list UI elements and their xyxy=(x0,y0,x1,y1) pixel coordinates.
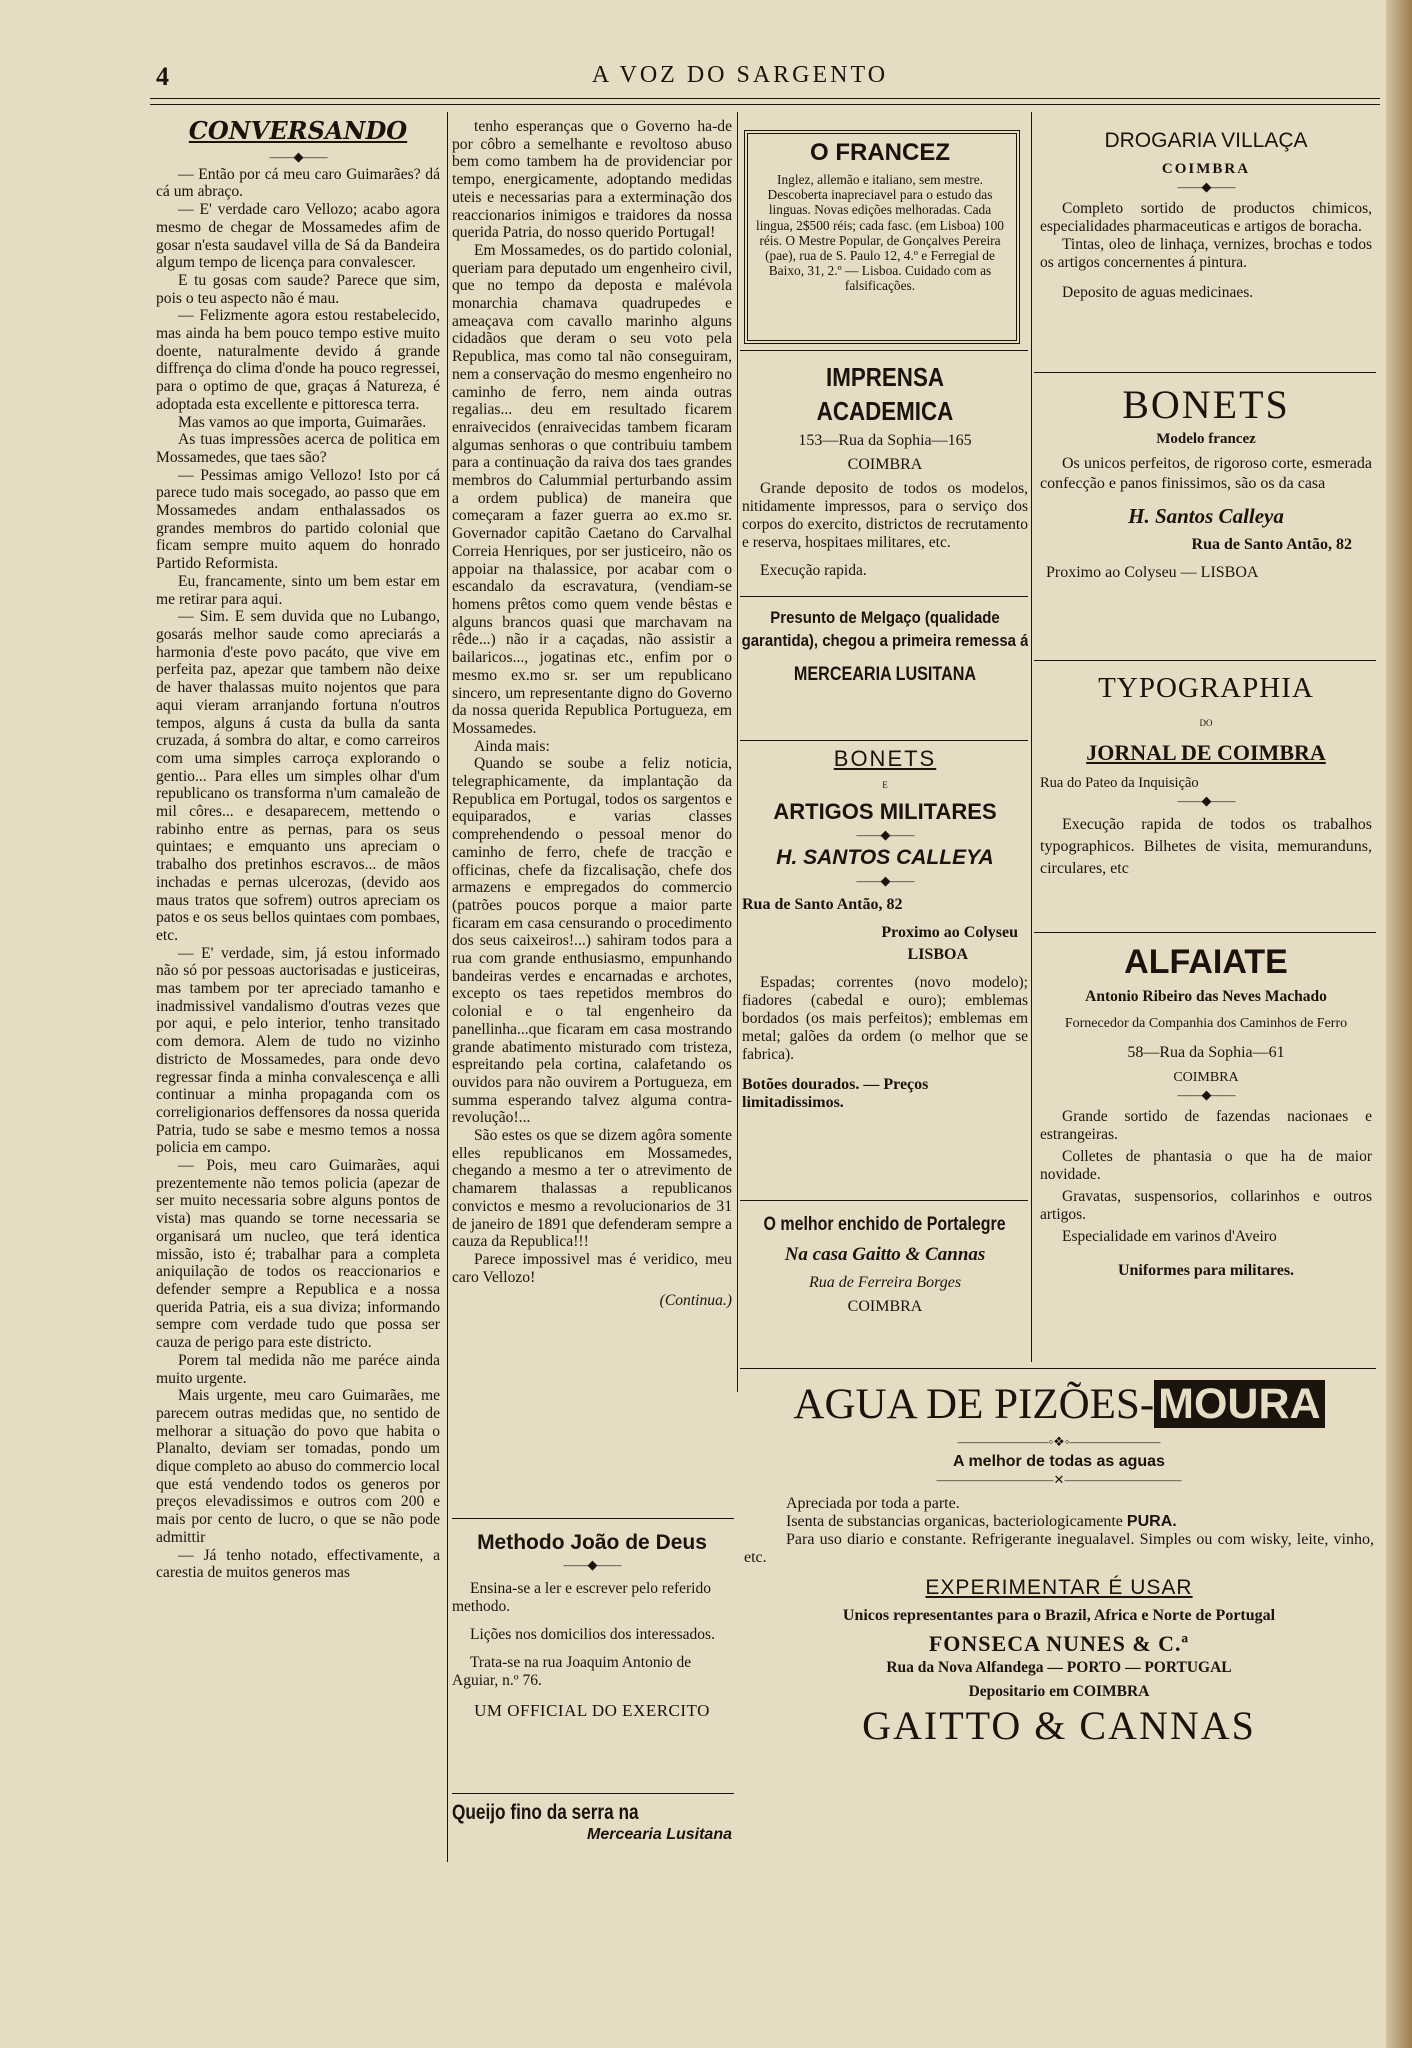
agua-depot-firm: GAITTO & CANNAS xyxy=(862,1703,1256,1748)
typographia-name: JORNAL DE COIMBRA xyxy=(1086,740,1326,765)
imprensa-note: Execução rapida. xyxy=(760,562,867,579)
bonets-footer: Botões dourados. — Preços limitadissimos. xyxy=(742,1076,929,1111)
agua-title: AGUA DE PIZÕES- xyxy=(793,1381,1155,1428)
agua-brand: MOURA xyxy=(1154,1380,1324,1428)
bonets2-title: BONETS xyxy=(1122,382,1290,427)
bonets2-firm: H. Santos Calleya xyxy=(1128,504,1284,528)
rule-enchido xyxy=(740,1200,1028,1201)
paragraph: Mais urgente, meu caro Guimarães, me parecem outras medidas que, no sentido de melhorar a situação do povo que habita o Planalto, deviam ser tomadas, pondo um dique completo ao abuso do commercio local que está vendendo todos os generos por preços elevadissimos e outros com 200 e mais por cento de lucro, o que se não pode admittir xyxy=(156,1387,440,1546)
page-edge xyxy=(1386,0,1412,2048)
agua-cta: EXPERIMENTAR É USAR xyxy=(925,1576,1193,1599)
alfaiate-text-2: Colletes de phantasia o que ha de maior novidade. xyxy=(1040,1148,1372,1183)
typographia-ad xyxy=(1040,668,1372,930)
paragraph: Eu, francamente, sinto um bem estar em me retirar para aqui. xyxy=(156,572,440,608)
bonets2-street: Rua de Santo Antão, 82 xyxy=(1191,536,1352,553)
paragraph: Ainda mais: xyxy=(474,737,550,755)
imprensa-title: IMPRENSA ACADEMICA xyxy=(816,362,954,426)
bonets2-text: Os unicos perfeitos, de rigoroso corte, esmerada confecção e panos finissimos, são os da casa xyxy=(1040,455,1372,492)
paragraph: — E' verdade caro Vellozo; acabo agora mesmo de chegar de Mossamedes afim de gosar n'esta saudavel villa de Sá da Bandeira algum tempo de licença para convalescer. xyxy=(156,201,440,272)
imprensa-text: Grande deposito de todos os modelos, nitidamente impressos, para o serviço dos corpos do exercito, districtos de recrutamento e reserva, hospitaes militares, etc. xyxy=(742,480,1028,551)
queijo-store: Mercearia Lusitana xyxy=(587,1826,732,1843)
agua-representatives: Unicos representantes para o Brazil, Africa e Norte de Portugal xyxy=(842,1607,1276,1624)
bonets-text: Espadas; correntes (novo modelo); fiadores (cabedal e ouro); emblemas bordados (os mais perfeitos); emblemas em metal; galões da ordem (o melhor que se fabrica). xyxy=(742,974,1028,1063)
conversando-text-1 xyxy=(156,166,440,1582)
typographia-street: Rua do Pateo da Inquisição xyxy=(1040,775,1199,791)
paragraph: E tu gosas com saude? Parece que sim, pois o teu aspecto não é mau. xyxy=(156,271,440,307)
drogaria-text-2: Tintas, oleo de linhaça, vernizes, brochas e todos os artigos concernentes á pintura. xyxy=(1040,236,1372,271)
metodo-text-2: Lições nos domicilios dos interessados. xyxy=(470,1626,715,1643)
conversando-column-2 xyxy=(452,118,732,1510)
bonets2-ad xyxy=(1040,380,1372,656)
queijo-title: Queijo fino da serra na xyxy=(452,1801,639,1824)
agua-ad xyxy=(744,1376,1374,1856)
agua-line-3: Para uso diario e constante. Refrigerante inegualavel. Simples ou com wisky, leite, vinho, etc. xyxy=(744,1531,1374,1566)
paragraph: — Já tenho notado, effectivamente, a carestia de muitos generos mas xyxy=(156,1546,440,1582)
paragraph: Mas vamos ao que importa, Guimarães. xyxy=(178,413,427,431)
drogaria-ad xyxy=(1040,128,1372,366)
alfaiate-text-4: Especialidade em varinos d'Aveiro xyxy=(1062,1228,1277,1245)
column-rule-1 xyxy=(447,112,448,1862)
paragraph: — Então por cá meu caro Guimarães? dá cá um abraço. xyxy=(156,165,440,201)
bonets-title: BONETS xyxy=(833,750,937,771)
ornament: ——◆—— xyxy=(269,148,327,164)
drogaria-title: DROGARIA VILLAÇA xyxy=(1104,129,1308,152)
agua-firm: FONSECA NUNES & C.ª xyxy=(928,1631,1190,1656)
metodo-text-1: Ensina-se a ler e escrever pelo referido methodo. xyxy=(452,1580,711,1615)
francez-text: Inglez, allemão e italiano, sem mestre. Descoberta inapreciavel para o estudo das linguas. Novas edições melhoradas. Cada lingua, 2$500 réis; cada fasc. (em Lisboa) 100 réis. O Mestre Popular, de Gonçalves Pereira (pae), rua de S. Paulo 12, 4.º e Ferregial de Baixo, 31, 2.º — Lisboa. Cuidado com as falsificações. xyxy=(755,172,1005,294)
ornament: ——◆—— xyxy=(856,827,914,842)
conversando-column-1 xyxy=(156,118,440,1860)
rule-typographia xyxy=(1034,660,1376,661)
francez-ad xyxy=(754,138,1006,330)
bonets2-subtitle: Modelo francez xyxy=(1156,431,1256,447)
alfaiate-text-1: Grande sortido de fazendas nacionaes e estrangeiras. xyxy=(1040,1108,1372,1143)
presunto-ad xyxy=(742,606,1028,734)
bonets-near: Proximo ao Colyseu xyxy=(881,924,1018,941)
paragraph: Quando se soube a feliz noticia, telegraphicamente, da implantação da Republica em Portugal, todos os sargentos e equiparados, e varias classes comprehendendo o pessoal menor do caminho de ferro, chefe de tracção e officinas, chefe da fizcalisação, chefe dos armazens e empregados do commercio (patrões poucos porque a maior parte ficaram em casa censurando o procedimento dos seus caixeiros!...) sahiram todos para a rua com grande enthusiasmo, empunhando bandeiras verdes e encarnadas e archotes, excepto os taes repetidos membros do colonial e o tal engenheiro da panellinha...que ficaram em casa mostrando grande abatimento misturado com tristeza, espreitando pela cortina, calafetando os ouvidos para não ouvirem a Portugueza, em summa esperando talvez alguma contra-revolução!... xyxy=(452,755,732,1127)
bonets-street: Rua de Santo Antão, 82 xyxy=(742,896,903,913)
rule-presunto xyxy=(740,596,1028,597)
bonets-firm: H. SANTOS CALLEYA xyxy=(776,846,994,869)
paragraph: Em Mossamedes, os do partido colonial, queriam para deputado um engenheiro civil, que no tempo da deposta e malévola monarchia chamava quadrupedes e ameaçava com cavallo marinho alguns cidadãos que deram o seu voto pela Republica, mas como tal não conseguiram, nem a conservação do mesmo engenheiro no caminho de ferro, nem ainda outras regalias... deu em resultado ficarem enraivecidos (enraivecidas tambem ficaram algumas senhoras o que contribuiu tambem para a continuação da raiva dos taes grandes membros do Calummial perturbando assim a ordem publica) de maneira que começaram a fazer guerra ao ex.mo sr. Governador capitão Caetano do Carvalhal Correia Henriques, por ser justiceiro, não os appoiar na thalassice, por acabar com o escandalo da escravatura, (vendiam-se homens prêtos como quem vende bêstas e alguns brancos quasi que marchavam na rêde...) não ir a caçadas, não assistir a bailaricos..., jogatinas etc., enfim por o mesmo ex.mo sr. ser um republicano sincero, um representante digno do Governo da nossa querida Republica Portugueza, em Mossamedes. xyxy=(452,241,732,737)
rule-queijo xyxy=(452,1793,734,1794)
alfaiate-supplier: Fornecedor da Companhia dos Caminhos de Ferro xyxy=(1064,1016,1348,1031)
enchido-shop: Na casa Gaitto & Cannas xyxy=(784,1244,986,1265)
bonets-conj: E xyxy=(882,780,888,790)
imprensa-ad xyxy=(742,360,1028,588)
continua-note: (Continua.) xyxy=(659,1292,732,1310)
ornament: ———————◦❖◦——————— xyxy=(957,1434,1161,1449)
conversando-title: CONVERSANDO xyxy=(188,118,408,145)
page-number: 4 xyxy=(156,62,169,91)
rule-bonets xyxy=(740,740,1028,741)
enchido-city: COIMBRA xyxy=(847,1298,923,1315)
alfaiate-ad xyxy=(1040,940,1372,1360)
metodo-text-3: Trata-se na rua Joaquim Antonio de Aguiar, n.º 76. xyxy=(452,1654,692,1689)
agua-line-2-text: Isenta de substancias organicas, bacteriologicamente xyxy=(786,1513,1127,1530)
alfaiate-footer: Uniformes para militares. xyxy=(1117,1262,1295,1279)
paragraph: Parece impossivel mas é veridico, meu caro Vellozo! xyxy=(452,1251,732,1286)
metodo-ad xyxy=(452,1530,732,1788)
presunto-text: Presunto de Melgaço (qualidade garantida), chegou a primeira remessa á xyxy=(742,608,1028,650)
column-rule-3 xyxy=(1031,112,1032,1362)
bonets-title2: ARTIGOS MILITARES xyxy=(773,799,997,824)
alfaiate-text-3: Gravatas, suspensorios, collarinhos e outros artigos. xyxy=(1040,1188,1372,1223)
paragraph: — E' verdade, sim, já estou informado não só por pessoas auctorisadas e justiceiras, mas tambem por ter apreciado tamanho e inadmissivel vandalismo d'outras vezes que por aqui, e pelo interior, tenho transitado com demora. Alem de tudo no vizinho districto de Mossamedes, para onde devo regressar finda a minha convalescença e alli continuar a minha propaganda com os correligionarios deffensores da nossa querida Patria, tudo se sabe e mesmo temos a nossa policia em campo. xyxy=(156,944,440,1157)
typographia-title: TYPOGRAPHIA xyxy=(1098,672,1314,704)
typographia-text: Execução rapida de todos os trabalhos typographicos. Bilhetes de visita, memuranduns, circulares, etc xyxy=(1040,816,1372,877)
paragraph: São estes os que se dizem agôra somente elles republicanos em Mossamedes, chegando a mesmo a ter o atrevimento de chamarem thalassas a republicanos convictos e mesmo a revolucionarios de 31 de janeiro de 1891 que defenderam sempre a cauza da Republica!!! xyxy=(452,1127,732,1251)
alfaiate-title: ALFAIATE xyxy=(1124,943,1288,981)
enchido-street: Rua de Ferreira Borges xyxy=(808,1274,962,1291)
bonets-city: LISBOA xyxy=(907,946,968,963)
agua-title-row xyxy=(744,1376,1374,1433)
ornament: ——◆—— xyxy=(1177,179,1235,194)
rule-bonets2 xyxy=(1034,372,1376,373)
conversando-text-2 xyxy=(452,118,732,1286)
paragraph: — Felizmente agora estou restabelecido, mas ainda ha bem pouco tempo estive muito doente, naturalmente devido á grande diffrença do clima d'onde ha pouco regressei, para o optimo de que, graças á Natureza, é adoptada esta excellente e pittoresca terra. xyxy=(156,307,440,413)
drogaria-text: Completo sortido de productos chimicos, especialidades pharmaceuticas e artigos de boracha. xyxy=(1040,200,1372,235)
ornament: ——◆—— xyxy=(563,1557,621,1572)
column-rule-2 xyxy=(737,112,738,1392)
ornament: —————————✕————————— xyxy=(936,1472,1182,1487)
paragraph: — Sim. E sem duvida que no Lubango, gosarás melhor saude como apreciarás a harmonia d'este povo pacáto, que vive em perfeita paz, apezar que tambem não deixe de haver thalassas muito nojentos que para aqui vieram arranjando fortuna n'outros tempos, alguns á custa da bulla da santa cruzada, á sombra do altar, e como carreiros com uma simples carroça explorando o gentio... Para elles um simples olhar d'um republicano os transforma n'um camaleão de mil côres... e desaparecem, mettendo o rabinho entre as pernas, para os seus quintaes; e emquanto uns apreciam o trabalho dos pretinhos escravos... de mãos inchadas e pernas ulcerozas, (devido aos maus tratos que sofrem) outros apreciam os patos e os seus bellos quintaes com pombaes, etc. xyxy=(156,608,440,944)
metodo-title: Methodo João de Deus xyxy=(477,1531,707,1554)
presunto-store: MERCEARIA LUSITANA xyxy=(793,664,977,685)
rule-alfaiate xyxy=(1034,932,1376,933)
agua-address: Rua da Nova Alfandega — PORTO — PORTUGAL xyxy=(886,1659,1232,1676)
typographia-do: DO xyxy=(1199,718,1213,728)
bonets2-near: Proximo ao Colyseu — LISBOA xyxy=(1046,564,1259,581)
ornament: ——◆—— xyxy=(856,873,914,888)
rule-agua xyxy=(740,1368,1376,1369)
paragraph: — Pois, meu caro Guimarães, aqui prezentemente não temos policia (apezar de ser muito necessaria sobre alguns pontos de vista) mas quando se torne necessaria se organisará um nucleo, que terá identica missão, isto é; trabalhar para a completa aniquilação de todos os reaccionarios e defender sempre a Republica e a nossa querida Patria, eis a sua diviza; informando sempre com verdade tudo que possa ser cauza de perigo para este districto. xyxy=(156,1157,440,1352)
imprensa-address: 153—Rua da Sophia—165 xyxy=(798,432,972,449)
header-rule xyxy=(150,98,1380,105)
agua-depot: Depositario em COIMBRA xyxy=(968,1683,1150,1700)
enchido-ad xyxy=(742,1212,1028,1362)
rule-imprensa xyxy=(740,350,1028,351)
agua-line-1: Apreciada por toda a parte. xyxy=(786,1495,960,1512)
queijo-ad xyxy=(452,1800,732,1860)
ornament: ——◆—— xyxy=(1177,1087,1235,1102)
alfaiate-address: 58—Rua da Sophia—61 xyxy=(1127,1044,1285,1061)
drogaria-city: COIMBRA xyxy=(1161,161,1251,177)
bonets-militares-ad xyxy=(742,750,1028,1190)
paragraph: As tuas impressões acerca de politica em Mossamedes, que taes são? xyxy=(156,431,440,466)
newspaper-title: A VOZ DO SARGENTO xyxy=(591,62,889,88)
paragraph: Porem tal medida não me paréce ainda muito urgente. xyxy=(156,1351,440,1387)
ornament: ——◆—— xyxy=(1177,793,1235,808)
metodo-signature: UM OFFICIAL DO EXERCITO xyxy=(474,1701,710,1720)
drogaria-text-3: Deposito de aguas medicinaes. xyxy=(1062,284,1254,301)
paragraph: — Pessimas amigo Vellozo! Isto por cá parece tudo mais socegado, ao passo que em Mossamedes andam enthalassados os grandes membros do partido colonial que ficam sempre muito aquem do honrado Partido Reformista. xyxy=(156,466,440,573)
agua-pura: PURA. xyxy=(1126,1513,1177,1530)
francez-title: O FRANCEZ xyxy=(810,139,950,166)
agua-line-2 xyxy=(744,1513,1374,1531)
rule-metodo xyxy=(452,1518,734,1519)
alfaiate-city: COIMBRA xyxy=(1173,1070,1239,1085)
alfaiate-name: Antonio Ribeiro das Neves Machado xyxy=(1085,988,1327,1005)
paragraph: tenho esperanças que o Governo ha-de por côbro a semelhante e revoltoso abuso bem como tambem ha de providenciar por tempo, energicamente, adoptando medidas uteis e necessarias para a exterminação dos reaccionarios inimigos e traidores da nossa querida Patria, do nosso querido Portugal! xyxy=(452,118,732,242)
agua-tagline: A melhor de todas as aguas xyxy=(953,1453,1165,1470)
enchido-title: O melhor enchido de Portalegre xyxy=(763,1214,1007,1235)
imprensa-city: COIMBRA xyxy=(847,456,923,473)
